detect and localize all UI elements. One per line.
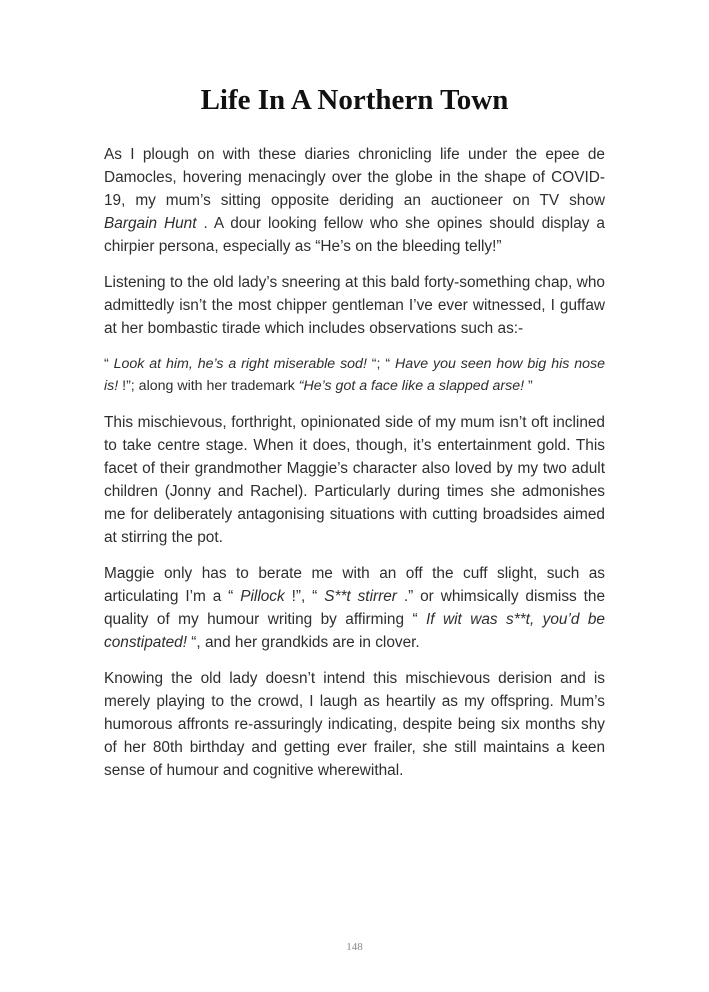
paragraph-5-text-e: .” or whimsically dismiss the quality of my humour writing by affirming “ bbox=[104, 588, 606, 628]
quote-constipated: If wit was s**t, you’d be constipated! bbox=[104, 611, 605, 651]
paragraph-1-text-a: As I plough on with these diaries chronicling life under the epee de Damocles, hovering menacingly over the globe in the shape of COVID-19, my mum’s sitting opposite deriding an auctioneer on TV show bbox=[104, 146, 605, 209]
paragraph-3-text-a: “ bbox=[104, 356, 114, 372]
paragraph-1 bbox=[104, 143, 605, 258]
paragraph-6: Knowing the old lady doesn’t intend this mischievous derision and is merely playing to the crowd, I laugh as heartily as my offspring. Mum’s humorous affronts re-assuringly indicating, despite being six months shy of her 80th birthday and getting ever frailer, she still maintains a keen sense of humour and cognitive wherewithal. bbox=[104, 670, 605, 779]
quote-big-nose: Have you seen how big his nose is! bbox=[104, 356, 605, 394]
paragraph-3-quotes bbox=[104, 353, 605, 397]
paragraph-4: This mischievous, forthright, opinionated side of my mum isn’t oft inclined to take centre stage. When it does, though, it’s entertainment gold. This facet of their grandmother Maggie’s character also loved by my two adult children (Jonny and Rachel). Particularly during times she admonishes me for deliberately antagonising situations with cutting broadsides aimed at stirring the pot. bbox=[104, 414, 605, 546]
chapter-title: Life In A Northern Town bbox=[200, 84, 509, 116]
quote-slapped-arse: “He’s got a face like a slapped arse! bbox=[298, 378, 525, 394]
paragraph-3-text-e: !”; along with her trademark bbox=[118, 378, 299, 394]
quote-pillock: Pillock bbox=[240, 588, 285, 605]
paragraph-5-text-g: “, and her grandkids are in clover. bbox=[187, 634, 420, 651]
chapter-body bbox=[104, 143, 605, 795]
quote-miserable-sod: Look at him, he’s a right miserable sod! bbox=[113, 356, 367, 372]
paragraph-5-text-a: Maggie only has to berate me with an off the cuff slight, such as articulating I’m a “ bbox=[104, 565, 605, 605]
paragraph-1-text-c: . A dour looking fellow who she opines should display a chirpier persona, especially as “He’s on the bleeding telly!” bbox=[104, 215, 605, 255]
page-number: 148 bbox=[346, 941, 363, 953]
paragraph-5 bbox=[104, 562, 605, 654]
paragraph-3-text-g: ” bbox=[524, 378, 533, 394]
show-title-bargain-hunt: Bargain Hunt bbox=[104, 215, 197, 232]
paragraph-3-text-c: “; “ bbox=[366, 356, 395, 372]
paragraph-5-text-c: !”, “ bbox=[284, 588, 325, 605]
paragraph-2: Listening to the old lady’s sneering at this bald forty-something chap, who admittedly isn’t the most chipper gentleman I’ve ever witnessed, I guffaw at her bombastic tirade which includes observations such as:- bbox=[104, 274, 605, 337]
quote-stirrer: S**t stirrer bbox=[324, 588, 397, 605]
